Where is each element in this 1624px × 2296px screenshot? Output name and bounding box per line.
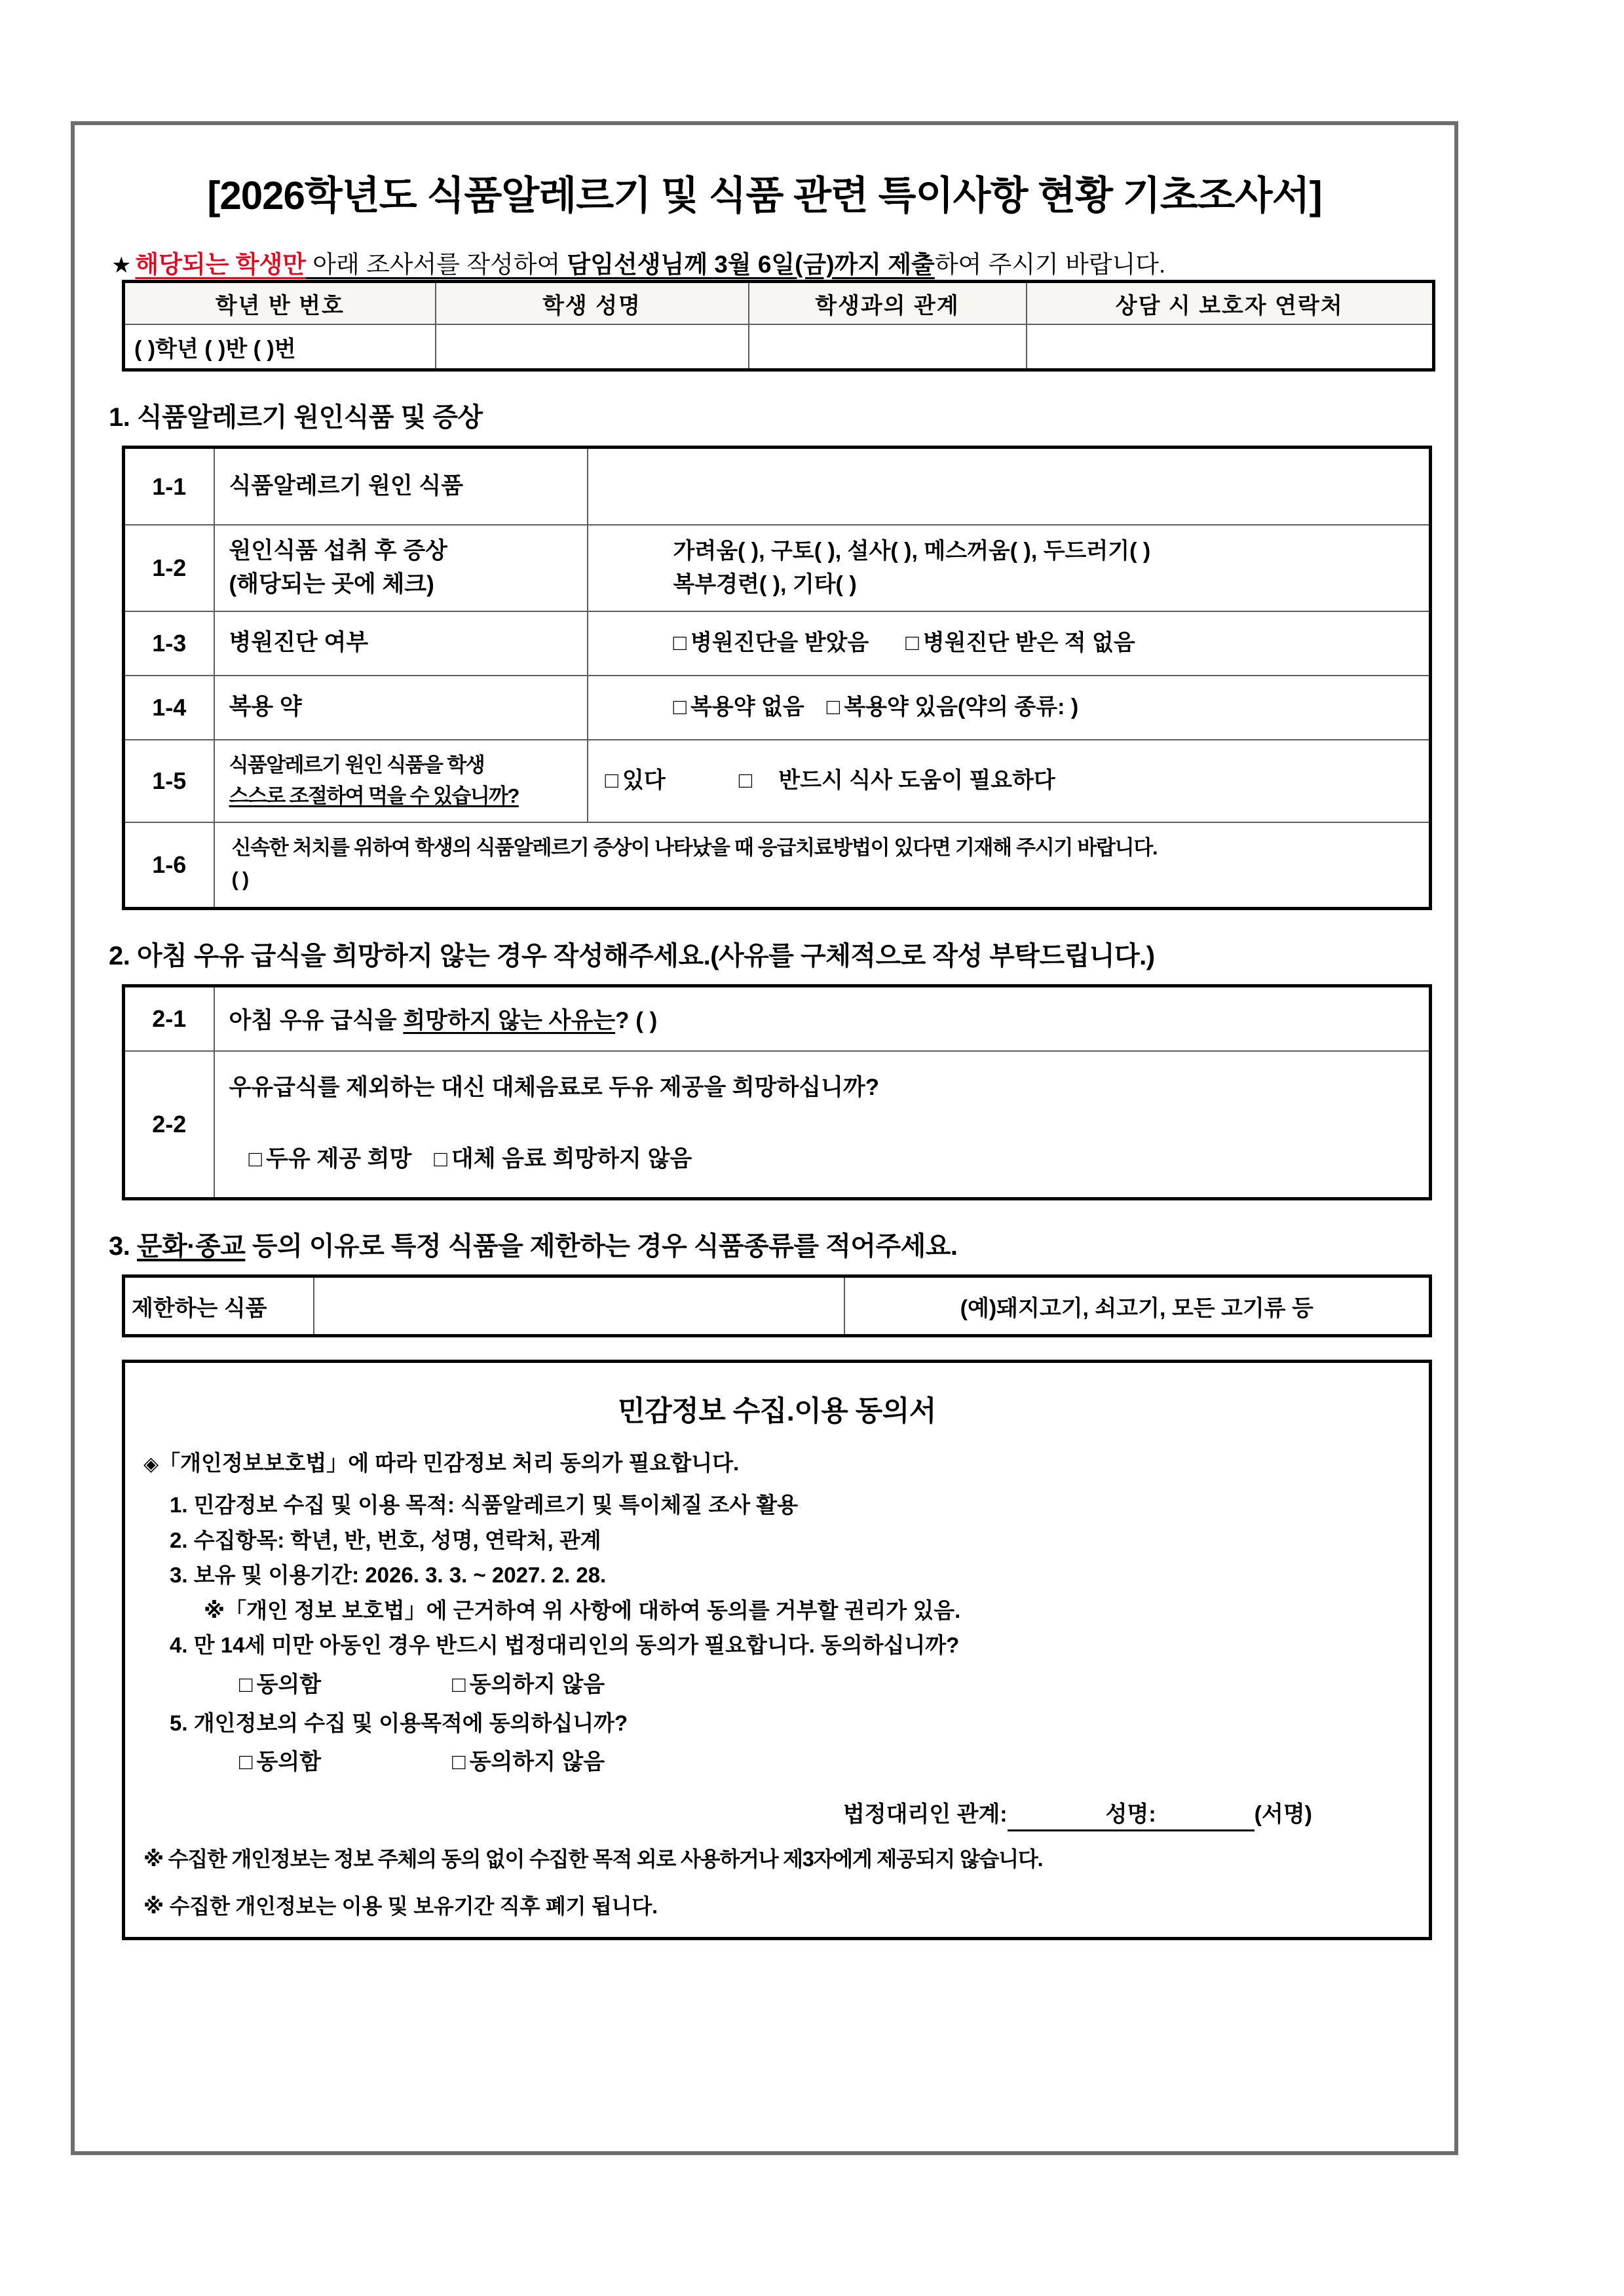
option-label-soymilk-no[interactable]: 대체 음료 희망하지 않음 — [451, 1146, 692, 1172]
signature-relation-label: 법정대리인 관계: — [842, 1802, 1008, 1827]
table-row-2-1 — [124, 986, 1431, 1052]
consent-item-3: 3. 보유 및 이용기간: 2026. 3. 3. ~ 2027. 2. 28. — [170, 1563, 607, 1588]
consent-item-4: 4. 만 14세 미만 아동인 경우 반드시 법정대리인의 동의가 필요합니다. 동의하십니까? — [170, 1633, 960, 1658]
checkbox-icon-needs-help[interactable]: □ — [738, 768, 753, 794]
section3-table — [122, 1274, 1432, 1337]
option-label-needs-help[interactable]: 반드시 식사 도움이 필요하다 — [778, 768, 1055, 794]
notice-middle: 아래 조사서를 작성하여 — [305, 251, 567, 278]
milk-reason-underline: 희망하지 않는 사유는 — [403, 1008, 616, 1034]
star-icon: ★ — [111, 253, 132, 278]
option-label-no-medication[interactable]: 복용약 없음 — [690, 695, 804, 720]
row-label-1-1: 식품알레르기 원인 식품 — [214, 448, 588, 525]
diamond-icon: ◈ — [143, 1453, 159, 1476]
option-label-has-medication[interactable]: 복용약 있음(약의 종류: ) — [844, 695, 1079, 720]
notice-tail: 하여 주시기 바랍니다. — [934, 251, 1166, 278]
consent-lead — [143, 1446, 1413, 1477]
restricted-food-example: (예)돼지고기, 쇠고기, 모든 고기류 등 — [844, 1276, 1431, 1336]
row-content-2-2 — [214, 1051, 1431, 1199]
student-info-table — [122, 280, 1435, 372]
section3-heading-underline: 문화·종교 — [136, 1232, 246, 1261]
table-header-row — [124, 282, 1434, 325]
consent-item-5-options — [239, 1744, 1413, 1780]
submission-notice — [111, 250, 1424, 280]
row-content-2-1[interactable] — [214, 986, 1431, 1052]
section3-heading-number: 3. — [109, 1232, 137, 1261]
field-contact-value[interactable] — [1027, 324, 1434, 370]
row-answer-1-5 — [588, 740, 1431, 822]
option-label-diagnosed[interactable]: 병원진단을 받았음 — [690, 630, 869, 656]
row-answer-1-1[interactable] — [588, 448, 1431, 525]
table-row-2-2 — [124, 1051, 1431, 1199]
footnote-2: ※ 수집한 개인정보는 이용 및 보유기간 직후 폐기 됩니다. — [143, 1894, 658, 1919]
option-label-privacy-agree[interactable]: 동의함 — [256, 1750, 322, 1775]
soymilk-question: 우유급식를 제외하는 대신 대체음료로 두유 제공을 희망하십니까? — [229, 1074, 880, 1100]
section1-heading: 1. 식품알레르기 원인식품 및 증상 — [109, 403, 483, 432]
checkbox-icon-privacy-agree[interactable]: □ — [239, 1750, 253, 1775]
row-number-2-2: 2-2 — [124, 1051, 214, 1199]
row-number-1-6: 1-6 — [124, 822, 214, 909]
row-content-1-6[interactable] — [214, 822, 1431, 909]
section1-table — [122, 446, 1432, 910]
checkbox-icon-privacy-disagree[interactable]: □ — [452, 1750, 466, 1775]
option-label-guardian-agree[interactable]: 동의함 — [256, 1672, 322, 1697]
consent-title: 민감정보 수집.이용 동의서 — [618, 1396, 936, 1428]
col-header-name: 학생 성명 — [436, 282, 749, 325]
consent-list — [170, 1487, 1413, 1780]
footnote-1: ※ 수집한 개인정보는 정보 주체의 동의 없이 수집한 목적 외로 사용하거나 제3자에게 제공되지 않습니다. — [143, 1847, 1043, 1871]
row-label-1-5-line2: 스스로 조절하여 먹을 수 있습니까? — [229, 784, 519, 807]
option-label-not-diagnosed[interactable]: 병원진단 받은 적 없음 — [922, 630, 1135, 656]
page-content — [75, 125, 1454, 2151]
row-label-1-2-line1: 원인식품 섭취 후 증상 — [229, 538, 447, 564]
row-label-1-3: 병원진단 여부 — [214, 611, 588, 676]
field-name-value[interactable] — [436, 324, 749, 370]
table-row-1-5 — [124, 740, 1431, 822]
checkbox-icon-guardian-disagree[interactable]: □ — [452, 1672, 466, 1697]
notice-deadline: 담임선생님께 3월 6일(금)까지 제출 — [567, 251, 935, 278]
option-label-soymilk-yes[interactable]: 두유 제공 희망 — [266, 1146, 412, 1172]
section2-table — [122, 984, 1432, 1200]
emergency-treatment-prompt: 신속한 처치를 위하여 학생의 식품알레르기 증상이 나타났을 때 응급치료방법이 있다면 기재해 주시기 바랍니다. — [231, 835, 1158, 859]
checkbox-icon-has-medication[interactable]: □ — [826, 695, 840, 720]
consent-lead-text: 「개인정보보호법」에 따라 민감정보 처리 동의가 필요합니다. — [159, 1451, 740, 1476]
consent-item-5: 5. 개인정보의 수집 및 이용목적에 동의하십니까? — [170, 1710, 628, 1735]
table-row-1-2 — [124, 525, 1431, 611]
row-number-1-2: 1-2 — [124, 525, 214, 611]
row-answer-1-3 — [588, 611, 1431, 676]
option-label-self-manage-yes[interactable]: 있다 — [622, 768, 666, 794]
row-label-1-2 — [214, 525, 588, 611]
row-number-1-5: 1-5 — [124, 740, 214, 822]
row-answer-1-4 — [588, 676, 1431, 740]
checkbox-icon-diagnosed[interactable]: □ — [673, 630, 687, 656]
row-number-1-4: 1-4 — [124, 676, 214, 740]
checkbox-icon-soymilk-yes[interactable]: □ — [248, 1147, 263, 1172]
section2-heading: 2. 아침 우유 급식을 희망하지 않는 경우 작성해주세요.(사유를 구체적으로 작성 부탁드립니다.) — [109, 942, 1155, 971]
milk-reason-prefix: 아침 우유 급식을 — [229, 1008, 404, 1034]
signature-relation-input[interactable] — [1008, 1802, 1255, 1831]
row-number-2-1: 2-1 — [124, 986, 214, 1052]
checkbox-icon-self-manage-yes[interactable]: □ — [605, 768, 619, 794]
emergency-treatment-input[interactable]: ( ) — [231, 868, 248, 890]
restricted-food-input[interactable] — [314, 1276, 844, 1336]
option-label-privacy-disagree[interactable]: 동의하지 않음 — [469, 1750, 605, 1775]
signature-name-label: 성명: — [1105, 1802, 1156, 1827]
field-class-value[interactable]: ( )학년 ( )반 ( )번 — [124, 324, 436, 370]
col-header-relation: 학생과의 관계 — [749, 282, 1027, 325]
row-label-1-5-line1: 식품알레르기 원인 식품을 학생 — [229, 754, 485, 777]
table-row-restricted-food — [124, 1276, 1431, 1336]
milk-reason-input[interactable]: ? ( ) — [615, 1008, 658, 1034]
signature-line — [141, 1796, 1312, 1828]
table-row-1-6 — [124, 822, 1431, 909]
table-row-1-4 — [124, 676, 1431, 740]
col-header-class: 학년 반 번호 — [124, 282, 436, 325]
page-title: [2026학년도 식품알레르기 및 식품 관련 특이사항 현황 기초조사서] — [207, 174, 1322, 218]
page-frame — [71, 121, 1458, 2155]
field-relation-value[interactable] — [749, 324, 1027, 370]
consent-item-1: 1. 민감정보 수집 및 이용 목적: 식품알레르기 및 특이체질 조사 활용 — [170, 1493, 799, 1518]
table-row — [124, 324, 1434, 370]
col-header-contact: 상담 시 보호자 연락처 — [1027, 282, 1434, 325]
consent-box — [122, 1360, 1432, 1940]
checkbox-icon-no-medication[interactable]: □ — [673, 695, 687, 720]
table-row-1-1 — [124, 448, 1431, 525]
soymilk-options — [229, 1144, 1416, 1174]
signature-suffix: (서명) — [1254, 1802, 1312, 1827]
row-number-1-3: 1-3 — [124, 611, 214, 676]
option-label-guardian-disagree[interactable]: 동의하지 않음 — [469, 1672, 605, 1697]
notice-highlight: 해당되는 학생만 — [135, 251, 306, 278]
restricted-food-label: 제한하는 식품 — [124, 1276, 314, 1336]
table-row-1-3 — [124, 611, 1431, 676]
row-answer-1-2[interactable] — [588, 525, 1431, 611]
section3-heading-rest: 등의 이유로 특정 식품을 제한하는 경우 식품종류를 적어주세요. — [245, 1232, 958, 1261]
symptom-options-line2[interactable]: 복부경련( ), 기타( ) — [673, 571, 857, 597]
consent-item-4-options — [239, 1667, 1413, 1703]
consent-item-2: 2. 수집항목: 학년, 반, 번호, 성명, 연락처, 관계 — [170, 1527, 601, 1552]
checkbox-icon-guardian-agree[interactable]: □ — [239, 1672, 253, 1697]
row-label-1-2-line2: (해당되는 곳에 체크) — [229, 571, 434, 597]
row-label-1-5 — [214, 740, 588, 822]
row-label-1-4: 복용 약 — [214, 676, 588, 740]
checkbox-icon-soymilk-no[interactable]: □ — [434, 1147, 447, 1172]
symptom-options-line1[interactable]: 가려움( ), 구토( ), 설사( ), 메스꺼움( ), 두드러기( ) — [673, 538, 1151, 564]
section3-heading — [109, 1225, 1424, 1263]
checkbox-icon-not-diagnosed[interactable]: □ — [905, 630, 919, 656]
row-number-1-1: 1-1 — [124, 448, 214, 525]
consent-note: ※「개인 정보 보호법」에 근거하여 위 사항에 대하여 동의를 거부할 권리가 있음. — [204, 1598, 961, 1622]
